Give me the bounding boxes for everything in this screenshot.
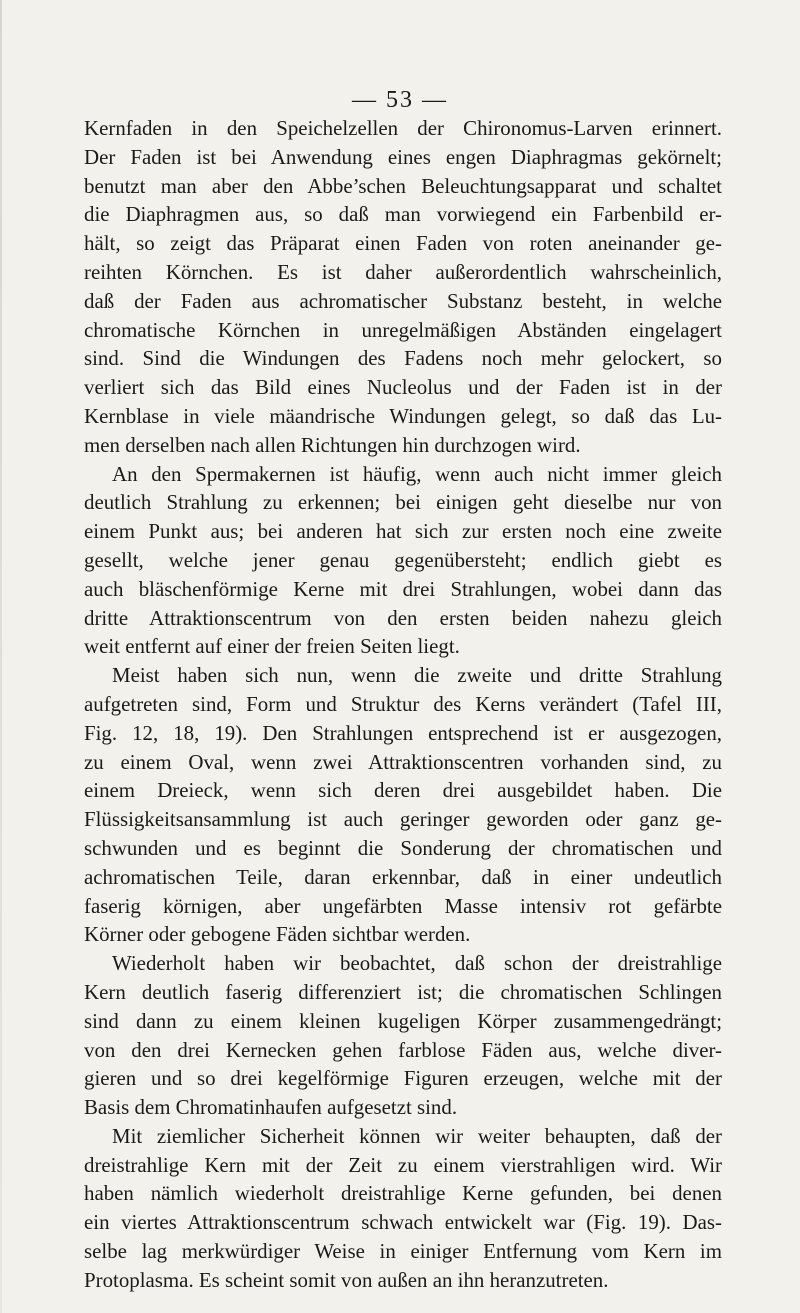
text-line: haben nämlich wiederholt dreistrahlige Kerne gefunden, bei denen (84, 1181, 722, 1206)
text-line: verliert sich das Bild eines Nucleolus und der Faden ist in der (84, 375, 722, 400)
text-line: einem Dreieck, wenn sich deren drei ausgebildet haben. Die (84, 778, 722, 803)
text-line: Fig. 12, 18, 19). Den Strahlungen entsprechend ist er ausgezogen, (84, 720, 722, 745)
text-line: weit entfernt auf einer der freien Seiten liegt. (84, 634, 460, 659)
text-line: Protoplasma. Es scheint somit von außen an ihn heranzutreten. (84, 1267, 609, 1292)
text-line: reihten Körnchen. Es ist daher außerordentlich wahrscheinlich, (84, 259, 722, 284)
text-line: selbe lag merkwürdiger Weise in einiger Entfernung vom Kern im (84, 1239, 722, 1264)
text-line: Der Faden ist bei Anwendung eines engen Diaphragmas gekörnelt; (84, 144, 722, 169)
text-line: die Diaphragmen aus, so daß man vorwiegend ein Farbenbild er- (84, 202, 722, 227)
text-line: hält, so zeigt das Präparat einen Faden von roten aneinander ge- (84, 231, 722, 256)
text-line: von den drei Kernecken gehen farblose Fäden aus, welche diver- (84, 1037, 722, 1062)
text-line: gesellt, welche jener genau gegenübersteht; endlich giebt es (84, 547, 722, 572)
text-line: An den Spermakernen ist häufig, wenn auch nicht immer gleich (112, 461, 722, 486)
text-line: schwunden und es beginnt die Sonderung der chromatischen und (84, 835, 722, 860)
text-line: Mit ziemlicher Sicherheit können wir weiter behaupten, daß der (112, 1123, 722, 1148)
text-line: gieren und so drei kegelförmige Figuren erzeugen, welche mit der (84, 1066, 722, 1091)
text-line: auch bläschenförmige Kerne mit drei Strahlungen, wobei dann das (84, 576, 722, 601)
text-line: ein viertes Attraktionscentrum schwach entwickelt war (Fig. 19). Das- (84, 1210, 722, 1235)
page-number: — 53 — (352, 87, 448, 113)
text-line: deutlich Strahlung zu erkennen; bei einigen geht dieselbe nur von (84, 490, 722, 515)
text-line: dritte Attraktionscentrum von den ersten beiden nahezu gleich (84, 605, 722, 630)
text-line: Wiederholt haben wir beobachtet, daß schon der dreistrahlige (112, 951, 722, 976)
body-text (84, 114, 722, 1295)
text-line: sind dann zu einem kleinen kugeligen Körper zusammengedrängt; (84, 1008, 722, 1033)
text-line: Körner oder gebogene Fäden sichtbar werden. (84, 922, 471, 947)
text-line: aufgetreten sind, Form und Struktur des Kerns verändert (Tafel III, (84, 691, 722, 716)
text-line: daß der Faden aus achromatischer Substanz besteht, in welche (84, 288, 722, 313)
text-line: benutzt man aber den Abbe’schen Beleuchtungsapparat und schaltet (84, 173, 722, 198)
text-line: Meist haben sich nun, wenn die zweite und dritte Strahlung (112, 663, 722, 688)
text-line: zu einem Oval, wenn zwei Attraktionscentren vorhanden sind, zu (84, 749, 722, 774)
text-line: chromatische Körnchen in unregelmäßigen Abständen eingelagert (84, 317, 722, 342)
text-line: achromatischen Teile, daran erkennbar, daß in einer undeutlich (84, 864, 722, 889)
text-line: Kernblase in viele mäandrische Windungen gelegt, so daß das Lu- (84, 403, 722, 428)
text-line: men derselben nach allen Richtungen hin durchzogen wird. (84, 432, 581, 457)
text-line: dreistrahlige Kern mit der Zeit zu einem vierstrahligen wird. Wir (84, 1152, 722, 1177)
text-line: faserig körnigen, aber ungefärbten Masse intensiv rot gefärbte (84, 893, 722, 918)
text-line: Kern deutlich faserig differenziert ist; die chromatischen Schlingen (84, 979, 722, 1004)
text-line: Basis dem Chromatinhaufen aufgesetzt sind. (84, 1095, 458, 1120)
text-line: einem Punkt aus; bei anderen hat sich zur ersten noch eine zweite (84, 519, 722, 544)
page-edge-shadow (0, 0, 2, 1313)
text-line: Kernfaden in den Speichelzellen der Chironomus-Larven erinnert. (84, 116, 722, 140)
text-line: Flüssigkeitsansammlung ist auch geringer geworden oder ganz ge- (84, 807, 722, 832)
text-line: sind. Sind die Windungen des Fadens noch mehr gelockert, so (84, 346, 722, 371)
